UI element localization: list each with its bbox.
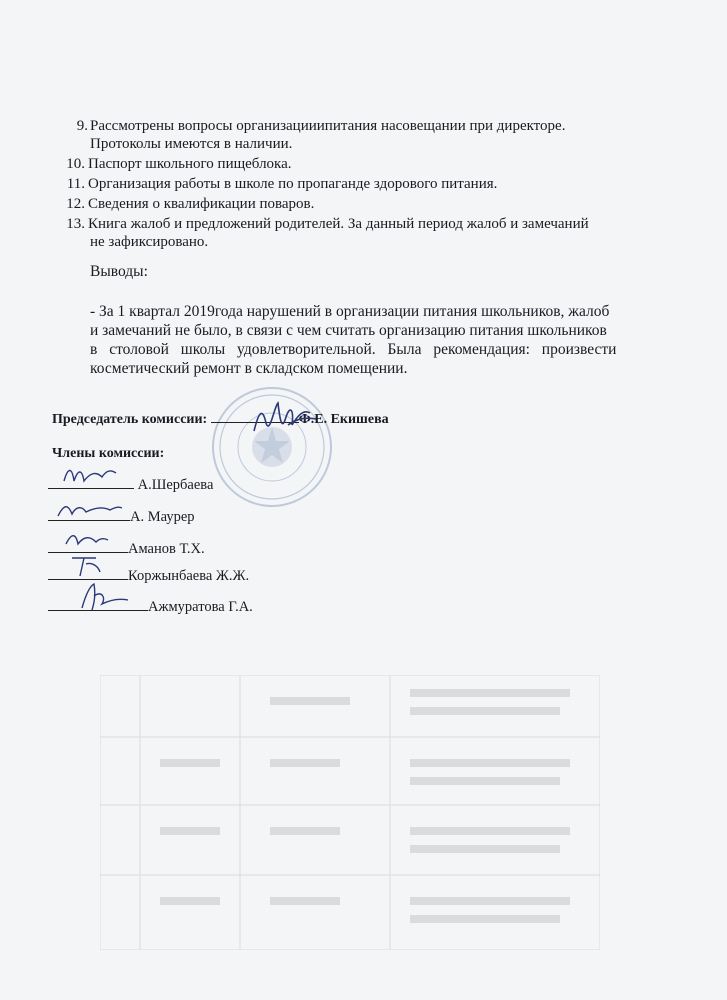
item-text-continued: Протоколы имеются в наличии. bbox=[90, 136, 293, 152]
item-text: Рассмотрены вопросы организацииипитания насовещании при директоре. bbox=[90, 118, 566, 134]
item-number: 13. bbox=[66, 216, 85, 232]
members-title: Члены комиссии: bbox=[52, 446, 165, 461]
conclusions-title: Выводы: bbox=[90, 263, 148, 280]
member-name: Аманов Т.Х. bbox=[128, 541, 205, 557]
member-signature bbox=[60, 461, 120, 491]
item-text: Сведения о квалификации поваров. bbox=[88, 196, 315, 212]
member-name: А.Шербаева bbox=[137, 477, 214, 493]
conclusion-line: в столовой школы удовлетворительной. Была рекомендация: произвести bbox=[90, 341, 617, 358]
item-text-continued: не зафиксировано. bbox=[90, 234, 209, 250]
conclusion-line: - За 1 квартал 2019года нарушений в организации питания школьников, жалоб bbox=[90, 303, 610, 320]
member-name: Ажмуратова Г.А. bbox=[148, 599, 253, 615]
item-text: Паспорт школьного пищеблока. bbox=[88, 156, 292, 172]
item-number: 9. bbox=[76, 118, 88, 134]
member-signature bbox=[66, 552, 106, 580]
member-signature bbox=[62, 528, 112, 552]
member-signature bbox=[54, 496, 124, 524]
chairman-signature bbox=[248, 395, 322, 443]
conclusion-line: косметический ремонт в складском помещении. bbox=[90, 360, 408, 377]
bleed-through-table bbox=[100, 675, 600, 950]
item-text: Книга жалоб и предложений родителей. За данный период жалоб и замечаний bbox=[88, 216, 589, 232]
member-name: Коржынбаева Ж.Ж. bbox=[128, 568, 250, 584]
item-number: 10. bbox=[66, 156, 85, 172]
item-number: 11. bbox=[66, 176, 85, 192]
member-signature bbox=[72, 580, 132, 614]
chairman-name: Ф.Е. Екишева bbox=[298, 412, 389, 427]
item-number: 12. bbox=[66, 196, 85, 212]
member-name: А. Маурер bbox=[130, 509, 195, 525]
chairman-line bbox=[52, 412, 389, 428]
item-text: Организация работы в школе по пропаганде здорового питания. bbox=[88, 176, 498, 192]
chairman-label: Председатель комиссии: bbox=[52, 412, 211, 427]
conclusion-line: и замечаний не было, в связи с чем считать организацию питания школьников bbox=[90, 322, 607, 339]
